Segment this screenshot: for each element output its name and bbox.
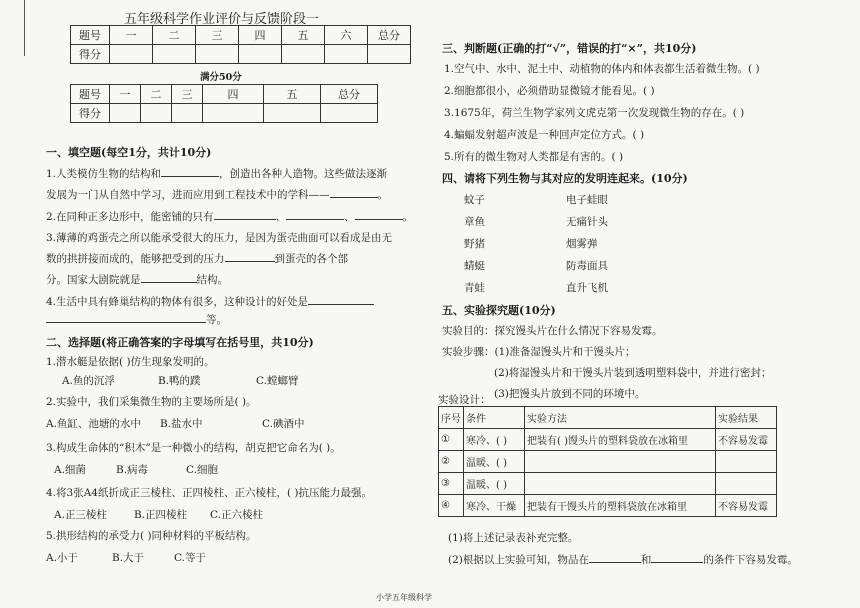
score-cell[interactable]	[141, 104, 172, 123]
experiment-step: 实验步骤：(1)准备湿馒头片和干馒头片；	[442, 346, 636, 358]
animal-item[interactable]: 蚊子	[464, 194, 485, 206]
score-cell[interactable]	[321, 104, 378, 123]
header-cell: 二	[153, 26, 196, 45]
question: 1.潜水艇是依据( )仿生现象发明的。	[46, 356, 215, 368]
q-text: 到蛋壳的各个部	[274, 253, 348, 265]
question: 2.实验中，我们采集微生物的主要场所是( )。	[46, 396, 257, 408]
table-row	[439, 495, 777, 517]
option[interactable]: A.细菌	[54, 464, 86, 476]
header-cell: 五	[264, 85, 321, 104]
page-title: 五年级科学作业评价与反馈阶段一	[124, 12, 320, 27]
q-text: 结构。	[196, 274, 228, 286]
section-5-title: 五、实验探究题(10分)	[442, 304, 556, 317]
table-header: 实验结果	[716, 407, 777, 429]
design-label: 实验设计：	[438, 394, 491, 406]
header-cell: 题号	[71, 85, 110, 104]
table-cell: 寒冷、干燥	[464, 495, 525, 517]
table-row	[439, 429, 777, 451]
header-cell: 四	[239, 26, 282, 45]
answer-blank[interactable]	[330, 187, 378, 198]
header-cell: 一	[110, 85, 141, 104]
table-cell: ④	[439, 495, 464, 517]
option[interactable]: C.碘酒中	[262, 418, 305, 430]
answer-blank[interactable]	[46, 312, 206, 323]
option[interactable]: A.鱼缸、池塘的水中	[46, 418, 141, 430]
option[interactable]: A.正三棱柱	[54, 509, 107, 521]
score-cell[interactable]	[282, 45, 325, 64]
table-cell: 不容易发霉	[716, 495, 777, 517]
option[interactable]: B.盐水中	[160, 418, 203, 430]
q-text: 1.人类模仿生物的结构和	[46, 168, 162, 180]
table-cell: 不容易发霉	[716, 429, 777, 451]
experiment-table	[438, 406, 777, 517]
judge-item: 3.1675年，荷兰生物学家列文虎克第一次发现微生物的存在。( )	[444, 107, 745, 119]
section-1-title: 一、填空题(每空1分，共计10分)	[46, 146, 212, 159]
table-cell[interactable]: 温暖、( )	[464, 473, 525, 495]
experiment-question	[448, 552, 798, 567]
option[interactable]: B.正四棱柱	[134, 509, 188, 521]
table-header: 实验方法	[525, 407, 716, 429]
question	[46, 294, 374, 309]
q-text: 和	[640, 554, 652, 566]
answer-blank[interactable]	[308, 294, 374, 305]
table-header: 序号	[439, 407, 464, 429]
section-3-title: 三、判断题(正确的打“√”，错误的打“×”，共10分)	[442, 42, 697, 55]
score-cell[interactable]	[368, 45, 411, 64]
question: 3.构成生命体的“积木”是一种微小的结构，胡克把它命名为( )。	[46, 442, 341, 454]
header-cell: 四	[203, 85, 264, 104]
animal-item[interactable]: 蜻蜓	[464, 260, 485, 272]
animal-item[interactable]: 章鱼	[464, 216, 485, 228]
answer-blank[interactable]	[214, 209, 276, 220]
invention-item[interactable]: 无痛针头	[566, 216, 608, 228]
invention-item[interactable]: 防毒面具	[566, 260, 608, 272]
option[interactable]: C.等于	[174, 552, 206, 564]
table-cell: ③	[439, 473, 464, 495]
question: 4.将3张A4纸折成正三棱柱、正四棱柱、正六棱柱，( )抗压能力最强。	[46, 487, 372, 499]
score-table-1	[70, 25, 411, 64]
table-cell[interactable]	[716, 473, 777, 495]
table-row	[439, 451, 777, 473]
table-header: 条件	[464, 407, 525, 429]
experiment-purpose: 实验目的：探究馒头片在什么情况下容易发霉。	[442, 325, 663, 337]
judge-item: 5.所有的微生物对人类都是有害的。( )	[444, 151, 624, 163]
row-label: 得分	[71, 45, 110, 64]
question	[46, 187, 388, 202]
option[interactable]: B.病毒	[116, 464, 149, 476]
header-cell: 三	[196, 26, 239, 45]
header-cell: 三	[172, 85, 203, 104]
invention-item[interactable]: 直升飞机	[566, 282, 608, 294]
option[interactable]: B.大于	[112, 552, 145, 564]
answer-blank[interactable]	[286, 209, 344, 220]
option[interactable]: A.鱼的沉浮	[62, 375, 115, 387]
q-text: 4.生活中具有蜂巢结构的物体有很多，这种设计的好处是	[46, 296, 309, 308]
score-table-2	[70, 84, 378, 123]
question: 5.拱形结构的承受力( )同种材料的平板结构。	[46, 530, 257, 542]
option[interactable]: C.正六棱柱	[210, 509, 263, 521]
answer-blank[interactable]	[225, 251, 275, 262]
score-cell[interactable]	[172, 104, 203, 123]
q-text: 分。国家大剧院就是	[46, 274, 141, 286]
table-cell[interactable]	[525, 473, 716, 495]
q-text: 数的拱拼接而成的，能够把受到的压力	[46, 253, 225, 265]
table-cell[interactable]: 温暖、( )	[464, 451, 525, 473]
page-footer: 小学五年级科学	[376, 593, 432, 602]
answer-blank[interactable]	[355, 209, 403, 220]
answer-blank[interactable]	[589, 552, 641, 563]
score-cell[interactable]	[264, 104, 321, 123]
experiment-step: (3)把馒头片放到不同的环境中。	[494, 388, 646, 400]
q-text: 发展为一门从自然中学习，进而应用到工程技术中的学科——	[46, 189, 330, 201]
header-cell: 一	[110, 26, 153, 45]
animal-item[interactable]: 青蛙	[464, 282, 485, 294]
answer-blank[interactable]	[651, 552, 703, 563]
section-2-title: 二、选择题(将正确答案的字母填写在括号里，共10分)	[46, 336, 314, 349]
table-cell: ②	[439, 451, 464, 473]
table-cell[interactable]	[716, 451, 777, 473]
q-text: (2)根据以上实验可知，物品在	[448, 554, 589, 566]
question	[46, 272, 228, 287]
score-cell[interactable]	[153, 45, 196, 64]
q-text: 2.在同种正多边形中，能密铺的只有	[46, 211, 214, 223]
question	[46, 166, 387, 181]
option[interactable]: B.鸭的蹼	[158, 375, 201, 387]
answer-blank[interactable]	[141, 272, 197, 283]
header-cell: 总分	[321, 85, 378, 104]
table-cell: 把装有干馒头片的塑料袋放在冰箱里	[525, 495, 716, 517]
row-label: 得分	[71, 104, 110, 123]
table-cell[interactable]: 把装有( )馒头片的塑料袋放在冰箱里	[525, 429, 716, 451]
answer-blank[interactable]	[161, 166, 219, 177]
score-cell[interactable]	[239, 45, 282, 64]
question: 3.薄薄的鸡蛋壳之所以能承受很大的压力，是因为蛋壳曲面可以看成是由无	[46, 232, 393, 244]
option[interactable]: C.细胞	[186, 464, 218, 476]
experiment-step: (2)将湿馒头片和干馒头片装到透明塑料袋中，并进行密封；	[494, 367, 772, 379]
judge-item: 4.蝙蝠发射超声波是一种回声定位方式。( )	[444, 129, 645, 141]
table-cell[interactable]: 寒冷、( )	[464, 429, 525, 451]
table-row	[439, 473, 777, 495]
section-4-title: 四、请将下列生物与其对应的发明连起来。(10分)	[442, 172, 688, 185]
q-text: ，创造出各种人造物。这些做法逐渐	[219, 168, 388, 180]
table-cell: ①	[439, 429, 464, 451]
score-cell[interactable]	[110, 45, 153, 64]
option[interactable]: A.小于	[46, 552, 78, 564]
q-text: 等。	[206, 314, 227, 326]
score-cell[interactable]	[196, 45, 239, 64]
total-score: 满分50分	[200, 72, 242, 83]
invention-item[interactable]: 烟雾弹	[566, 238, 598, 250]
header-cell: 五	[282, 26, 325, 45]
invention-item[interactable]: 电子蛙眼	[566, 194, 608, 206]
header-cell: 总分	[368, 26, 411, 45]
experiment-question: (1)将上述记录表补充完整。	[448, 532, 579, 544]
margin-line	[24, 0, 25, 56]
header-cell: 题号	[71, 26, 110, 45]
judge-item: 1.空气中、水中、泥土中、动植物的体内和体表都生活着微生物。( )	[444, 63, 760, 75]
score-cell[interactable]	[110, 104, 141, 123]
question	[46, 312, 227, 327]
header-cell: 六	[325, 26, 368, 45]
table-cell[interactable]	[525, 451, 716, 473]
q-text: 。	[377, 189, 388, 201]
judge-item: 2.细胞都很小，必须借助显微镜才能看见。( )	[444, 85, 655, 97]
question: 2.在同种正多边形中，能密铺的只有 、 、 。	[46, 211, 414, 223]
q-text: 的条件下容易发霉。	[703, 554, 798, 566]
score-cell[interactable]	[325, 45, 368, 64]
score-cell[interactable]	[203, 104, 264, 123]
header-cell: 二	[141, 85, 172, 104]
question	[46, 251, 348, 266]
animal-item[interactable]: 野猪	[464, 238, 485, 250]
option[interactable]: C.螳螂臂	[256, 375, 299, 387]
